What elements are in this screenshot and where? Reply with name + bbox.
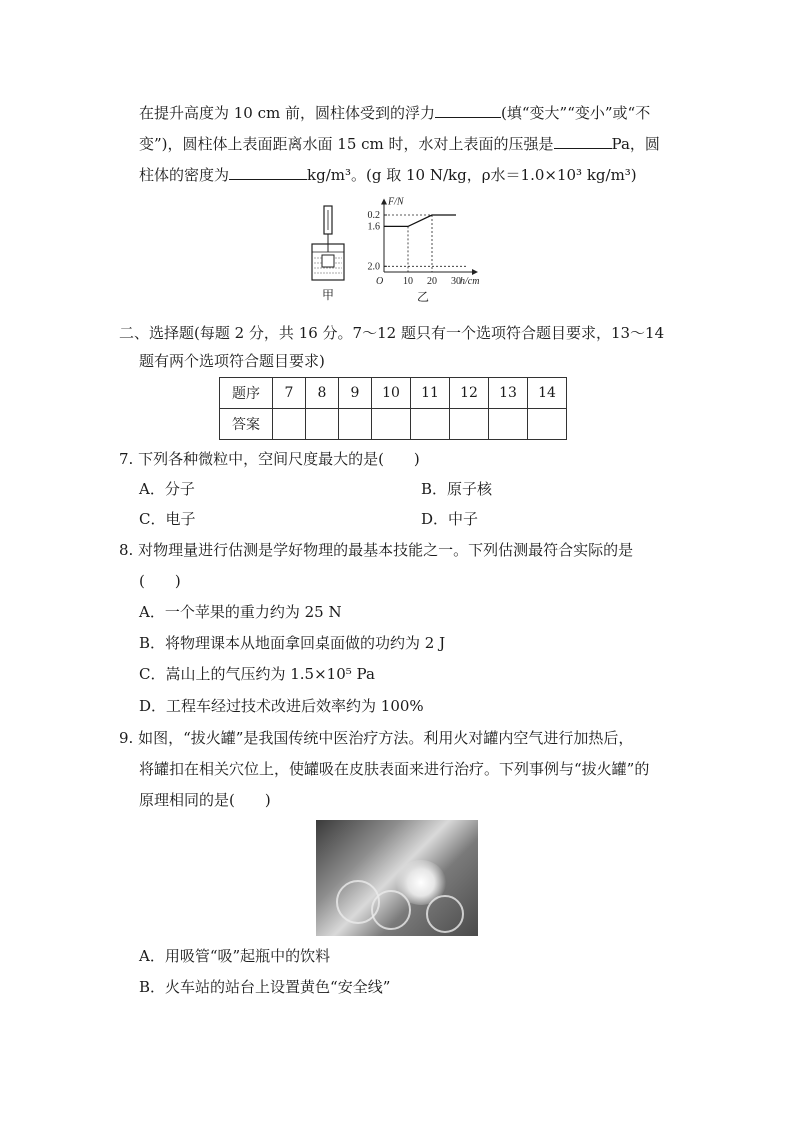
table-number-cell: 10 [372, 378, 411, 409]
answer-cell[interactable] [411, 409, 450, 440]
y-tick-label: 0.2 [367, 210, 380, 221]
q7-option-b: B．原子核 [421, 480, 493, 498]
q9-stem-cont: 将罐扣在相关穴位上，使罐吸在皮肤表面来进行治疗。下列事例与“拔火罐”的 [139, 760, 650, 778]
table-number-cell: 12 [450, 378, 489, 409]
q8-option-c: C．嵩山上的气压约为 1.5×10⁵ Pa [139, 665, 375, 683]
q8-stem: 8. 对物理量进行估测是学好物理的最基本技能之一。下列估测最符合实际的是 [119, 541, 634, 559]
data-series-line [384, 215, 456, 226]
q6-text: kg/m³。(g 取 10 N/kg，ρ水＝1.0×10³ kg/m³) [307, 166, 637, 184]
y-tick-label: 2.0 [367, 261, 380, 273]
answer-cell[interactable] [450, 409, 489, 440]
answer-cell[interactable] [372, 409, 411, 440]
q6-line-3 [139, 164, 637, 185]
figure-yi-graph [360, 194, 486, 290]
answer-table [219, 377, 567, 440]
y-tick-label: 1.6 [367, 221, 380, 233]
table-answer-label: 答案 [220, 409, 273, 440]
figure-label-jia: 甲 [322, 288, 335, 302]
q8-option-a: A．一个苹果的重力约为 25 N [139, 603, 342, 621]
table-number-cell: 8 [306, 378, 339, 409]
table-header-label: 题序 [220, 378, 273, 409]
q6-text: Pa，圆 [611, 135, 660, 153]
q7-option-a: A．分子 [139, 480, 195, 498]
q9-stem-cont: 原理相同的是( ) [139, 791, 271, 809]
answer-blank[interactable] [554, 133, 612, 149]
answer-cell[interactable] [489, 409, 528, 440]
section-heading-cont: 题有两个选项符合题目要求) [139, 352, 325, 370]
table-number-cell: 14 [528, 378, 567, 409]
answer-cell[interactable] [528, 409, 567, 440]
x-axis-label: h/cm [460, 276, 480, 287]
q7-option-d: D．中子 [421, 510, 479, 528]
q6-text: (填“变大”“变小”或“不 [501, 104, 651, 122]
answer-cell[interactable] [273, 409, 306, 440]
q9-stem: 9. 如图，“拔火罐”是我国传统中医治疗方法。利用火对罐内空气进行加热后， [119, 729, 634, 747]
figure-jia-apparatus [306, 204, 352, 284]
answer-cell[interactable] [339, 409, 372, 440]
origin-label: O [376, 276, 384, 287]
q9-option-a: A．用吸管“吸”起瓶中的饮料 [139, 947, 331, 965]
cupping-photo [316, 820, 478, 936]
q8-option-d: D．工程车经过技术改进后效率约为 100% [139, 697, 424, 715]
x-tick-label: 10 [403, 276, 413, 287]
table-number-cell: 11 [411, 378, 450, 409]
glass-jar [371, 890, 411, 930]
answer-table-answer-row [220, 409, 567, 440]
y-axis-arrow [381, 198, 387, 204]
x-tick-label: 20 [427, 276, 437, 287]
answer-cell[interactable] [306, 409, 339, 440]
q6-line-1 [139, 102, 650, 123]
table-number-cell: 9 [339, 378, 372, 409]
q6-line-2 [139, 133, 660, 154]
table-number-cell: 13 [489, 378, 528, 409]
answer-table-header-row [220, 378, 567, 409]
q6-text: 变”)，圆柱体上表面距离水面 15 cm 时，水对上表面的压强是 [139, 135, 554, 153]
q6-text: 柱体的密度为 [139, 166, 230, 184]
cylinder [322, 255, 334, 267]
section-heading: 二、选择题(每题 2 分，共 16 分。7～12 题只有一个选项符合题目要求，13～14 [119, 324, 665, 342]
y-axis-label: F/N [388, 196, 404, 208]
q8-stem-cont: ( ) [139, 572, 181, 590]
q7-stem: 7. 下列各种微粒中，空间尺度最大的是( ) [119, 450, 420, 468]
q6-text: 在提升高度为 10 cm 前，圆柱体受到的浮力 [139, 104, 436, 122]
x-axis-arrow [472, 269, 478, 275]
q7-option-c: C．电子 [139, 510, 196, 528]
answer-blank[interactable] [435, 102, 501, 118]
x-tick-label: 30 [451, 276, 461, 287]
q8-option-b: B．将物理课本从地面拿回桌面做的功约为 2 J [139, 634, 446, 652]
answer-blank[interactable] [229, 164, 307, 180]
table-number-cell: 7 [273, 378, 306, 409]
glass-jar [426, 895, 464, 933]
figure-label-yi: 乙 [417, 290, 430, 304]
q9-option-b: B．火车站的站台上设置黄色“安全线” [139, 978, 391, 996]
